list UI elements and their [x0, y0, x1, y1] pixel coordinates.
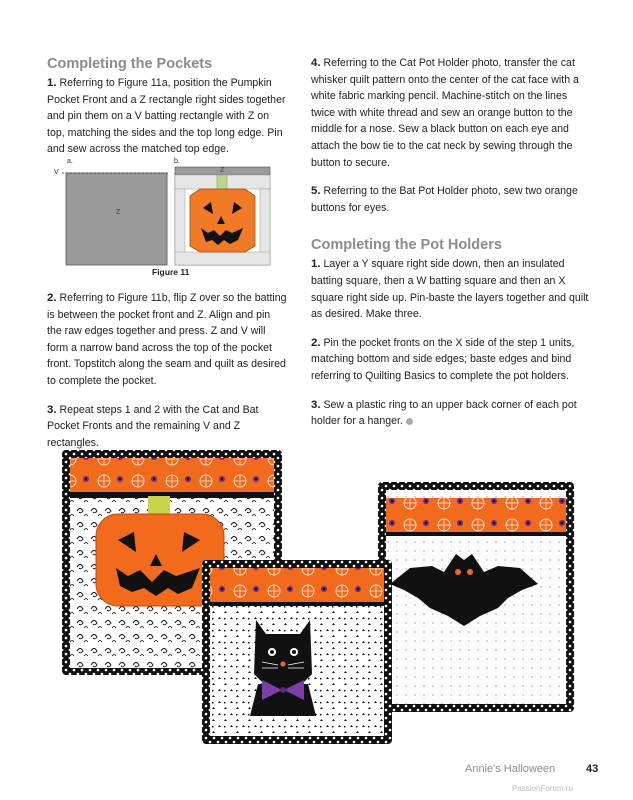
figure-11 — [48, 156, 283, 281]
left-column — [47, 55, 287, 170]
cat-pot-holder — [202, 560, 392, 744]
figure-label-v: V — [54, 169, 59, 176]
figure-label-z-a: Z — [116, 209, 121, 216]
cat-nose-button — [281, 662, 286, 667]
pot-holders-photo — [60, 448, 576, 746]
step-1-pot-holders: 1. Layer a Y square right side down, then an insulated batting square, then a W batting square and then an X square right side up. Pin-baste the layers together and quilt as desired. Make three. — [311, 258, 589, 321]
left-column-lower — [47, 290, 287, 463]
footer-book-title: Annie's Halloween — [465, 763, 556, 775]
step-2-pockets: 2. Referring to Figure 11b, flip Z over so the batting is between the pocket front and Z. Align and pin the raw edges together and press. Z and V will form a narrow band across the top of the pocket front. Topstitch along the seam and quilt as desired to complete the pocket. — [47, 292, 287, 387]
step-5-pockets: 5. Referring to the Bat Pot Holder photo, sew two orange buttons for eyes. — [311, 185, 578, 214]
figure-label-b: b. — [174, 158, 180, 165]
step-2-pot-holders: 2. Pin the pocket fronts on the X side of the step 1 units, matching bottom and side edges; baste edges and bind referring to Quilting Basics to complete the pot holders. — [311, 336, 575, 382]
figure-caption: Figure 11 — [152, 267, 190, 277]
step-3-pot-holders: 3. Sew a plastic ring to an upper back corner of each pot holder for a hanger. — [311, 398, 577, 428]
bat-left-eye-button — [455, 569, 461, 575]
section-heading-pockets: Completing the Pockets — [47, 56, 213, 72]
step-4-pockets: 4. Referring to the Cat Pot Holder photo, transfer the cat whisker quilt pattern onto the center of the cat face with a white fabric marking pencil. Machine-stitch on the lines twice with white thread and sew an orange button to the middle for a nose. Sew a black button on each eye and attach the bow tie to the cat neck by sewing through the button to secure. — [311, 57, 579, 169]
section-heading-pot-holders: Completing the Pot Holders — [311, 237, 502, 254]
bat-pot-holder — [378, 482, 574, 712]
right-column — [311, 55, 591, 442]
bat-right-eye-button — [467, 569, 473, 575]
figure-label-z-b: Z — [220, 167, 225, 174]
pumpkin-stem — [217, 175, 227, 189]
watermark: PassionForum.ru — [512, 784, 573, 793]
step-3-pockets: 3. Repeat steps 1 and 2 with the Cat and Bat Pocket Fronts and the remaining V and Z rectangles. — [47, 403, 259, 449]
figure-label-a: a. — [67, 158, 73, 165]
step-1-pockets: 1. Referring to Figure 11a, position the Pumpkin Pocket Front and a Z rectangle right sides together and pin them on a V batting rectangle with Z on top, matching the sides and the top long edge. Pin and sew across the matched top edge. — [47, 77, 286, 156]
figure-11-diagram — [48, 156, 283, 281]
z-rectangle-a — [66, 173, 167, 265]
pumpkin-stem-fabric — [148, 496, 170, 516]
page-number: 43 — [586, 763, 599, 775]
end-bullet-icon — [406, 418, 413, 425]
